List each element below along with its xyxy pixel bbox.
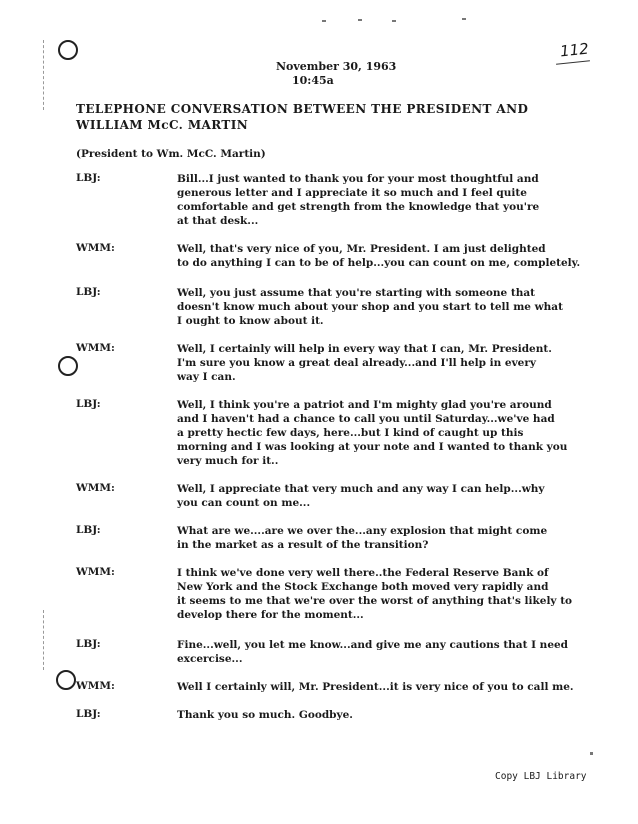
speaker-label: WMM: [76, 242, 115, 254]
punch-hole-bottom [56, 670, 76, 690]
speech-text: I think we've done very well there..the Federal Reserve Bank of New York and the Stock Exchange both moved very rapidly and it seems to me that we're over the worst of anything that's likely to develop there for the moment... [177, 567, 573, 621]
speaker-label: LBJ: [76, 286, 101, 298]
document-time: 10:45a [292, 74, 334, 87]
speaker-label: LBJ: [76, 524, 101, 536]
margin-mark [43, 610, 44, 670]
speech-text: Fine...well, you let me know...and give me any cautions that I need excercise... [177, 639, 569, 665]
speech-text: Well I certainly will, Mr. President...it is very nice of you to call me. [177, 681, 574, 693]
speech-text: Bill...I just wanted to thank you for your most thoughtful and generous letter and I appreciate it so much and I feel quite comfortable and get strength from the knowledge that you're at that desk... [177, 173, 540, 227]
document-title-line2: WILLIAM McC. MARTIN [76, 118, 249, 132]
speaker-label: WMM: [76, 482, 115, 494]
library-copy-note: Copy LBJ Library [495, 771, 587, 782]
speaker-label: LBJ: [76, 398, 101, 410]
speech-text: Well, that's very nice of you, Mr. President. I am just delighted to do anything I can to be of help...you can count on me, completely. [177, 243, 581, 269]
speech-text: Thank you so much. Goodbye. [177, 709, 353, 721]
page-number-underline [556, 60, 590, 65]
punch-hole-middle [58, 356, 78, 376]
margin-mark [43, 40, 44, 110]
speaker-label: WMM: [76, 342, 115, 354]
speech-text: Well, I think you're a patriot and I'm mighty glad you're around and I haven't had a chance to call you until Saturday...we've had a pretty hectic few days, here...but I kind of caught up this morning and I was looking at your note and I wanted to thank you very much for it.. [177, 399, 568, 467]
speech-text: Well, I certainly will help in every way that I can, Mr. President. I'm sure you know a great deal already...and I'll help in every way I can. [177, 343, 552, 383]
speaker-label: WMM: [76, 566, 115, 578]
speech-text: Well, you just assume that you're starting with someone that doesn't know much about your shop and you start to tell me what I ought to know about it. [177, 287, 563, 327]
speaker-label: WMM: [76, 680, 115, 692]
document-date: November 30, 1963 [276, 60, 397, 73]
speaker-label: LBJ: [76, 638, 101, 650]
speech-text: Well, I appreciate that very much and any way I can help...why you can count on me... [177, 483, 545, 509]
speech-text: What are we....are we over the...any explosion that might come in the market as a result of the transition? [177, 525, 548, 551]
handwritten-page-number: 112 [559, 39, 590, 61]
document-subtitle: (President to Wm. McC. Martin) [76, 148, 266, 160]
document-title-line1: TELEPHONE CONVERSATION BETWEEN THE PRESIDENT AND [76, 102, 529, 116]
speaker-label: LBJ: [76, 172, 101, 184]
punch-hole-top [58, 40, 78, 60]
speaker-label: LBJ: [76, 708, 101, 720]
